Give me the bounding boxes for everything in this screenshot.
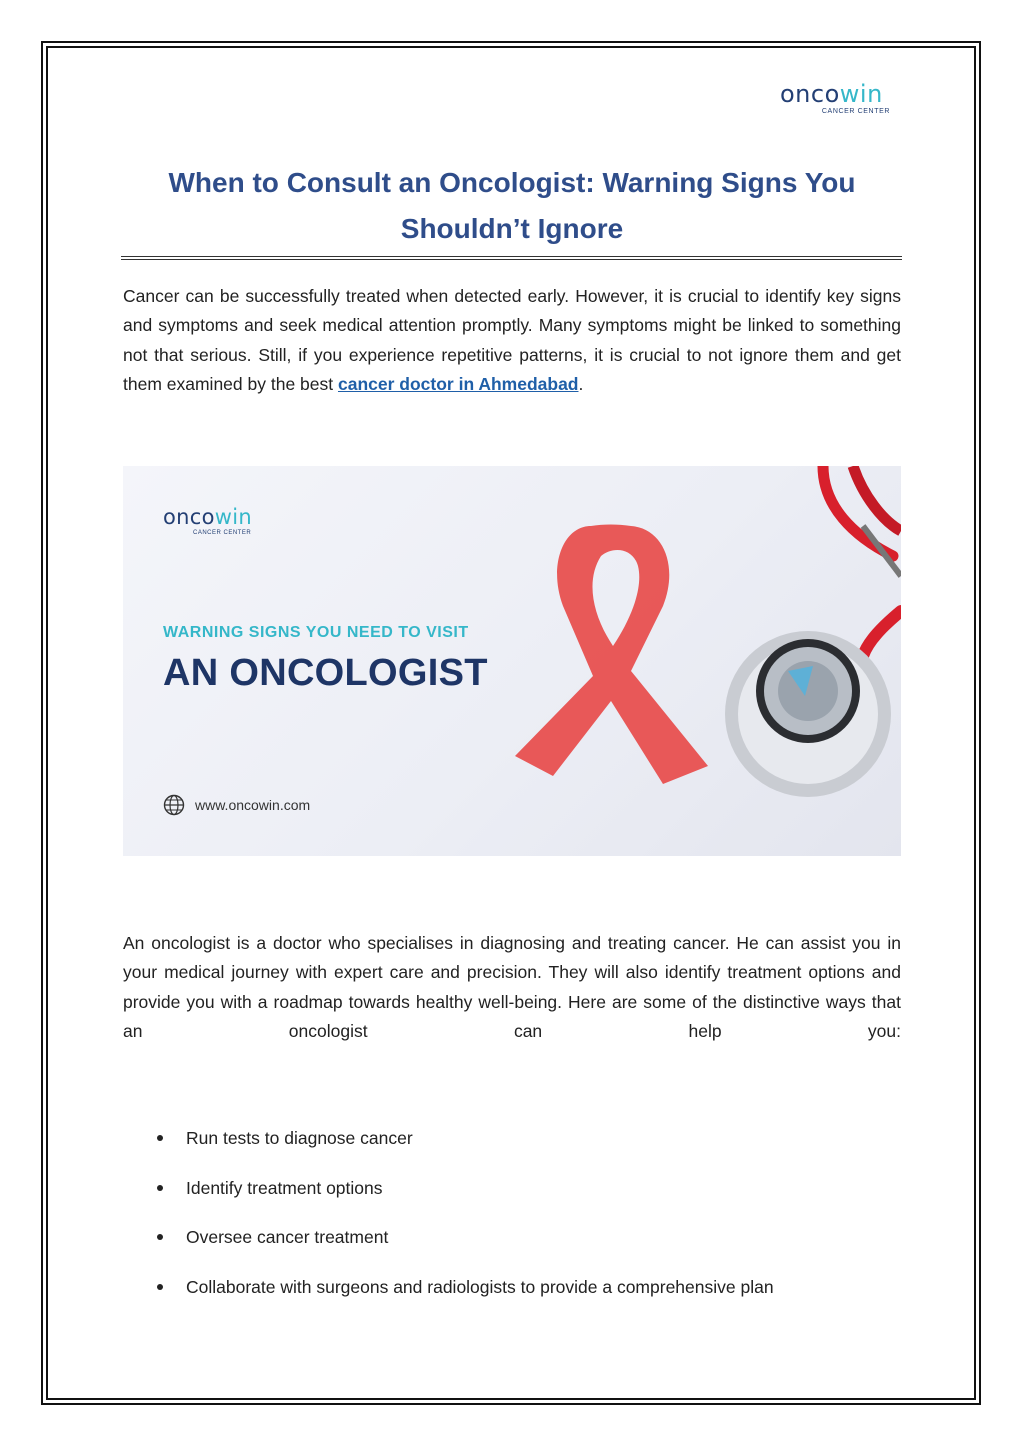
cancer-doctor-link[interactable]: cancer doctor in Ahmedabad	[337, 373, 579, 394]
page-title: When to Consult an Oncologist: Warning Signs You Shouldn’t Ignore	[168, 167, 856, 244]
bullet-dot-icon	[157, 1185, 163, 1191]
banner-website	[163, 794, 310, 816]
bullet-dot-icon	[157, 1135, 163, 1141]
stethoscope-tubing-2	[853, 466, 901, 531]
intro-text-end: .	[578, 373, 584, 394]
logo-subtitle: CANCER CENTER	[821, 108, 890, 115]
banner-website-url: www.oncowin.com	[195, 797, 311, 813]
oncowin-logo	[780, 82, 904, 122]
globe-icon	[163, 794, 185, 816]
banner-logo-wordmark	[163, 506, 252, 528]
banner-logo-subtitle: CANCER CENTER	[193, 530, 252, 536]
hero-banner-image	[123, 466, 901, 856]
body-paragraph: An oncologist is a doctor who specialises in diagnosing and treating cancer. He can assist you in your medical journey with expert care and precision. They will also identify treatment options and provide you with a roadmap towards healthy well-being. Here are some of the distinctive ways that an oncologist can help you:	[123, 933, 901, 1041]
bullet-dot-icon	[157, 1284, 163, 1290]
list-item-text: Identify treatment options	[186, 1177, 383, 1198]
intro-text: Cancer can be successfully treated when detected early. However, it is crucial to identify key signs and symptoms and seek medical attention promptly. Many symptoms might be linked to something not that serious. Still, if you experience repetitive patterns, it is crucial to not ignore them and get them examined by the best	[123, 286, 901, 394]
title-divider-bottom	[121, 259, 902, 260]
logo-word-accent: win	[839, 80, 883, 108]
list-item	[123, 1271, 883, 1321]
list-item-text: Collaborate with surgeons and radiologists to provide a comprehensive plan	[186, 1276, 774, 1297]
title-divider-top	[121, 256, 902, 257]
banner-kicker: WARNING SIGNS YOU NEED TO VISIT	[163, 624, 469, 641]
intro-paragraph	[123, 282, 901, 399]
banner-logo-word-accent: win	[214, 505, 252, 529]
list-item	[123, 1221, 883, 1271]
logo-wordmark	[780, 82, 904, 106]
banner-logo	[163, 506, 252, 536]
banner-headline: AN ONCOLOGIST	[163, 652, 488, 694]
stethoscope-lower-tube	[863, 611, 901, 656]
awareness-ribbon	[515, 525, 708, 785]
list-item	[123, 1122, 883, 1172]
list-item-text: Run tests to diagnose cancer	[186, 1128, 413, 1148]
oncologist-help-list	[123, 1122, 883, 1320]
bullet-dot-icon	[157, 1234, 163, 1240]
list-item-text: Oversee cancer treatment	[186, 1227, 389, 1247]
banner-logo-word-start: onco	[163, 505, 215, 529]
list-item	[123, 1172, 883, 1222]
logo-word-start: onco	[780, 80, 840, 108]
